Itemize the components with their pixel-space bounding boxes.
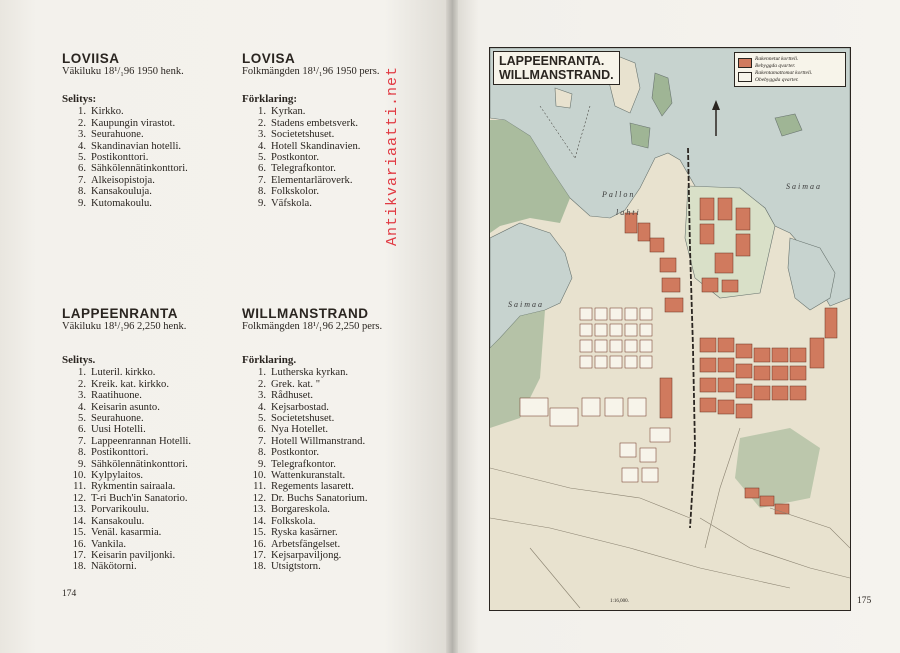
legend-item-text: Folkskola. (271, 515, 316, 527)
legend-built-fi: Rakennetut kortteli. (755, 56, 799, 62)
legend-item-text: Kansakouluja. (91, 186, 152, 198)
legend-item-text: Postikonttori. (91, 447, 149, 459)
legend-item-text: Postikonttori. (91, 152, 149, 164)
map-label-saimaa-west: Saimaa (508, 300, 544, 309)
legend-item-text: Skandinavian hotelli. (91, 140, 182, 152)
legend-item (242, 175, 432, 186)
legend-item-number: 3. (78, 129, 86, 141)
legend-unbuilt-fi: Rakentamattomat kortteli. (755, 70, 813, 76)
legend-item (242, 186, 432, 197)
legend-item (242, 470, 437, 481)
legend-item-text: Grek. kat. " (271, 378, 321, 390)
legend-item-text: Raatihuone. (91, 390, 142, 402)
legend-item-number: 6. (78, 424, 86, 436)
legend-item-number: 5. (78, 152, 86, 164)
legend-item-number: 5. (78, 413, 86, 425)
legend-item-text: Dr. Buchs Sanatorium. (271, 492, 368, 504)
legend-item-text: Kaupungin virastot. (91, 117, 176, 129)
lovisa-legend-list (242, 106, 432, 209)
legend-item (62, 141, 232, 152)
legend-item-text: Kirkko. (91, 106, 124, 118)
map-legend (734, 52, 846, 87)
legend-built-row (738, 56, 842, 69)
legend-item (62, 390, 238, 401)
legend-item-text: Kutomakoulu. (91, 197, 152, 209)
legend-item-number: 7. (78, 435, 86, 447)
legend-item-number: 17. (252, 549, 266, 561)
map-title-line-1: LAPPEENRANTA. (499, 54, 605, 68)
legend-item (62, 175, 232, 186)
legend-item (242, 504, 437, 515)
legend-item (242, 561, 437, 572)
legend-item (62, 367, 238, 378)
legend-item-number: 8. (258, 186, 266, 198)
legend-item-text: Kejsarpaviljong. (271, 549, 342, 561)
legend-item (242, 459, 437, 470)
legend-item (62, 413, 238, 424)
legend-item-number: 9. (258, 458, 266, 470)
legend-unbuilt-sv: Obebyggda qvarter. (755, 76, 799, 83)
lappeenranta-title: LAPPEENRANTA (62, 306, 179, 321)
legend-item (62, 186, 232, 197)
legend-item (62, 424, 238, 435)
willmanstrand-section (242, 306, 437, 573)
legend-item-number: 9. (78, 197, 86, 209)
legend-item-text: Seurahuone. (91, 129, 144, 141)
legend-item (62, 504, 238, 515)
legend-item-number: 6. (78, 163, 86, 175)
lappeenranta-section (62, 306, 238, 573)
legend-item (242, 118, 432, 129)
legend-item (62, 481, 238, 492)
legend-item (242, 129, 432, 140)
legend-item (242, 424, 437, 435)
legend-item-text: Arbetsfängelset. (271, 538, 341, 550)
legend-item-number: 9. (258, 197, 266, 209)
legend-item-number: 1. (78, 367, 86, 379)
loviisa-population: Väkiluku 18¹/₁96 1950 henk. (62, 66, 184, 77)
legend-item-number: 4. (78, 401, 86, 413)
legend-item-number: 12. (252, 492, 266, 504)
legend-item (242, 527, 437, 538)
legend-item-number: 16. (72, 538, 86, 550)
legend-item-text: Luteril. kirkko. (91, 367, 156, 379)
legend-item-text: Sähkölennätinkonttori. (91, 163, 188, 175)
legend-item-number: 18. (252, 561, 266, 573)
map-label-pallon: Pallon (602, 190, 636, 199)
legend-item-text: Telegrafkontor. (271, 163, 336, 175)
legend-item (242, 390, 437, 401)
legend-item (242, 436, 437, 447)
legend-item-number: 1. (258, 367, 266, 379)
legend-item-text: Vankila. (91, 538, 127, 550)
legend-item-number: 16. (252, 538, 266, 550)
legend-item-text: Regements lasarett. (271, 481, 354, 493)
legend-item-number: 5. (258, 152, 266, 164)
legend-item (62, 470, 238, 481)
legend-item (62, 493, 238, 504)
legend-item-number: 3. (258, 390, 266, 402)
legend-item (62, 561, 238, 572)
loviisa-legend-list (62, 106, 232, 209)
legend-item-number: 2. (258, 117, 266, 129)
legend-item (242, 481, 437, 492)
lovisa-legend-heading: Förklaring: (242, 93, 297, 105)
legend-item (242, 198, 432, 209)
legend-item-text: Telegrafkontor. (271, 458, 336, 470)
legend-item-text: Nya Hotellet. (271, 424, 329, 436)
legend-item-text: Väfskola. (271, 197, 312, 209)
book-gutter (446, 0, 458, 653)
legend-item-text: T-ri Buch'in Sanatorio. (91, 492, 188, 504)
loviisa-legend-heading: Selitys: (62, 93, 97, 105)
legend-item (242, 379, 437, 390)
legend-item (242, 402, 437, 413)
legend-item-number: 4. (258, 140, 266, 152)
legend-item (62, 152, 232, 163)
legend-item (242, 152, 432, 163)
legend-item-text: Hotell Willmanstrand. (271, 435, 366, 447)
legend-item (62, 106, 232, 117)
legend-item-text: Sähkölennätinkonttori. (91, 458, 188, 470)
legend-item-number: 7. (258, 174, 266, 186)
legend-item (242, 539, 437, 550)
legend-item-number: 2. (78, 378, 86, 390)
legend-item-number: 8. (78, 186, 86, 198)
legend-item (62, 550, 238, 561)
lappeenranta-legend-heading: Selitys. (62, 354, 96, 366)
legend-item-number: 2. (258, 378, 266, 390)
legend-item-number: 14. (72, 515, 86, 527)
legend-item-number: 10. (252, 470, 266, 482)
map-drawing (490, 48, 850, 610)
map-title-line-2: WILLMANSTRAND. (499, 68, 614, 82)
lovisa-section (242, 51, 432, 209)
legend-item-text: Folkskolor. (271, 186, 319, 198)
watermark-text: Antikvariaatti.net (384, 65, 401, 246)
legend-item-text: Wattenkuranstalt. (271, 470, 346, 482)
map-label-saimaa-east: Saimaa (786, 182, 822, 191)
legend-item-text: Elementarläroverk. (271, 174, 353, 186)
legend-item-number: 8. (78, 447, 86, 459)
willmanstrand-legend-heading: Förklaring. (242, 354, 297, 366)
legend-item-text: Ryska kasärner. (271, 527, 338, 539)
page-number-left: 174 (62, 589, 77, 599)
legend-item-text: Venäl. kasarmia. (91, 527, 162, 539)
map-scale: 1:16,000. (610, 599, 629, 604)
legend-item-number: 15. (252, 527, 266, 539)
legend-item (242, 367, 437, 378)
map-label-lahti: lahti (616, 208, 641, 217)
legend-item (62, 163, 232, 174)
legend-unbuilt-row (738, 70, 842, 83)
page-number-right: 175 (857, 596, 872, 606)
legend-item-number: 1. (258, 106, 266, 118)
legend-item-text: Alkeisopistoja. (91, 174, 155, 186)
legend-item (242, 413, 437, 424)
legend-item-text: Kejsarbostad. (271, 401, 329, 413)
legend-item (242, 141, 432, 152)
willmanstrand-title: WILLMANSTRAND (242, 306, 369, 321)
legend-item-text: Kreik. kat. kirkko. (91, 378, 169, 390)
legend-item-number: 13. (72, 504, 86, 516)
legend-item-text: Porvarikoulu. (91, 504, 149, 516)
legend-item-text: Utsigtstorn. (271, 561, 321, 573)
legend-item (62, 459, 238, 470)
willmanstrand-population: Folkmängden 18¹/₁96 2,250 pers. (242, 321, 383, 332)
legend-item (62, 436, 238, 447)
legend-item-number: 13. (252, 504, 266, 516)
legend-item-text: Näkötorni. (91, 561, 137, 573)
legend-item (242, 493, 437, 504)
legend-item (62, 447, 238, 458)
legend-item (62, 402, 238, 413)
city-map (489, 47, 851, 611)
legend-item (62, 129, 232, 140)
legend-item-number: 1. (78, 106, 86, 118)
legend-item-text: Rykmentin sairaala. (91, 481, 176, 493)
legend-item-number: 12. (72, 492, 86, 504)
legend-item-number: 5. (258, 413, 266, 425)
legend-item-text: Seurahuone. (91, 413, 144, 425)
legend-item (242, 550, 437, 561)
loviisa-section (62, 51, 232, 209)
legend-item-text: Postkontor. (271, 447, 319, 459)
legend-item-number: 10. (72, 470, 86, 482)
legend-built-swatch (738, 58, 752, 68)
legend-item-text: Keisarin paviljonki. (91, 549, 176, 561)
legend-item (62, 539, 238, 550)
legend-item-text: Kyrkan. (271, 106, 306, 118)
legend-item-number: 2. (78, 117, 86, 129)
legend-item-number: 11. (73, 481, 86, 493)
legend-item-number: 3. (78, 390, 86, 402)
legend-item-number: 9. (78, 458, 86, 470)
legend-item-number: 7. (78, 174, 86, 186)
lappeenranta-legend-list (62, 367, 238, 572)
legend-item-number: 4. (78, 140, 86, 152)
legend-item (62, 118, 232, 129)
legend-item-text: Lutherska kyrkan. (271, 367, 349, 379)
legend-item-text: Postkontor. (271, 152, 319, 164)
legend-item (242, 447, 437, 458)
legend-item-number: 17. (72, 549, 86, 561)
legend-item-text: Kylpylaitos. (91, 470, 144, 482)
legend-item (62, 516, 238, 527)
legend-item-number: 18. (72, 561, 86, 573)
loviisa-title: LOVIISA (62, 51, 120, 66)
legend-item-number: 14. (252, 515, 266, 527)
legend-item-text: Keisarin asunto. (91, 401, 160, 413)
legend-item-text: Societetshuset. (271, 129, 335, 141)
legend-unbuilt-swatch (738, 72, 752, 82)
legend-item-text: Borgareskola. (271, 504, 330, 516)
legend-item (242, 516, 437, 527)
legend-item (242, 106, 432, 117)
legend-item-number: 11. (253, 481, 266, 493)
legend-item (62, 198, 232, 209)
legend-item-number: 7. (258, 435, 266, 447)
legend-item-number: 8. (258, 447, 266, 459)
legend-item-number: 4. (258, 401, 266, 413)
legend-item-text: Stadens embetsverk. (271, 117, 359, 129)
lovisa-population: Folkmängden 18¹/₁96 1950 pers. (242, 66, 380, 77)
legend-item-text: Uusi Hotelli. (91, 424, 146, 436)
legend-item (62, 527, 238, 538)
legend-item-number: 6. (258, 163, 266, 175)
legend-item-number: 6. (258, 424, 266, 436)
willmanstrand-legend-list (242, 367, 437, 572)
legend-item-text: Societetshuset. (271, 413, 335, 425)
legend-item (62, 379, 238, 390)
legend-item-number: 15. (72, 527, 86, 539)
lovisa-title: LOVISA (242, 51, 296, 66)
map-title (493, 51, 620, 85)
legend-item (242, 163, 432, 174)
legend-item-text: Rådhuset. (271, 390, 314, 402)
legend-item-text: Hotell Skandinavien. (271, 140, 361, 152)
legend-item-text: Kansakoulu. (91, 515, 145, 527)
legend-item-text: Lappeenrannan Hotelli. (91, 435, 192, 447)
lappeenranta-population: Väkiluku 18¹/₁96 2,250 henk. (62, 321, 187, 332)
legend-built-sv: Bebyggda qvarter. (755, 62, 796, 69)
legend-item-number: 3. (258, 129, 266, 141)
